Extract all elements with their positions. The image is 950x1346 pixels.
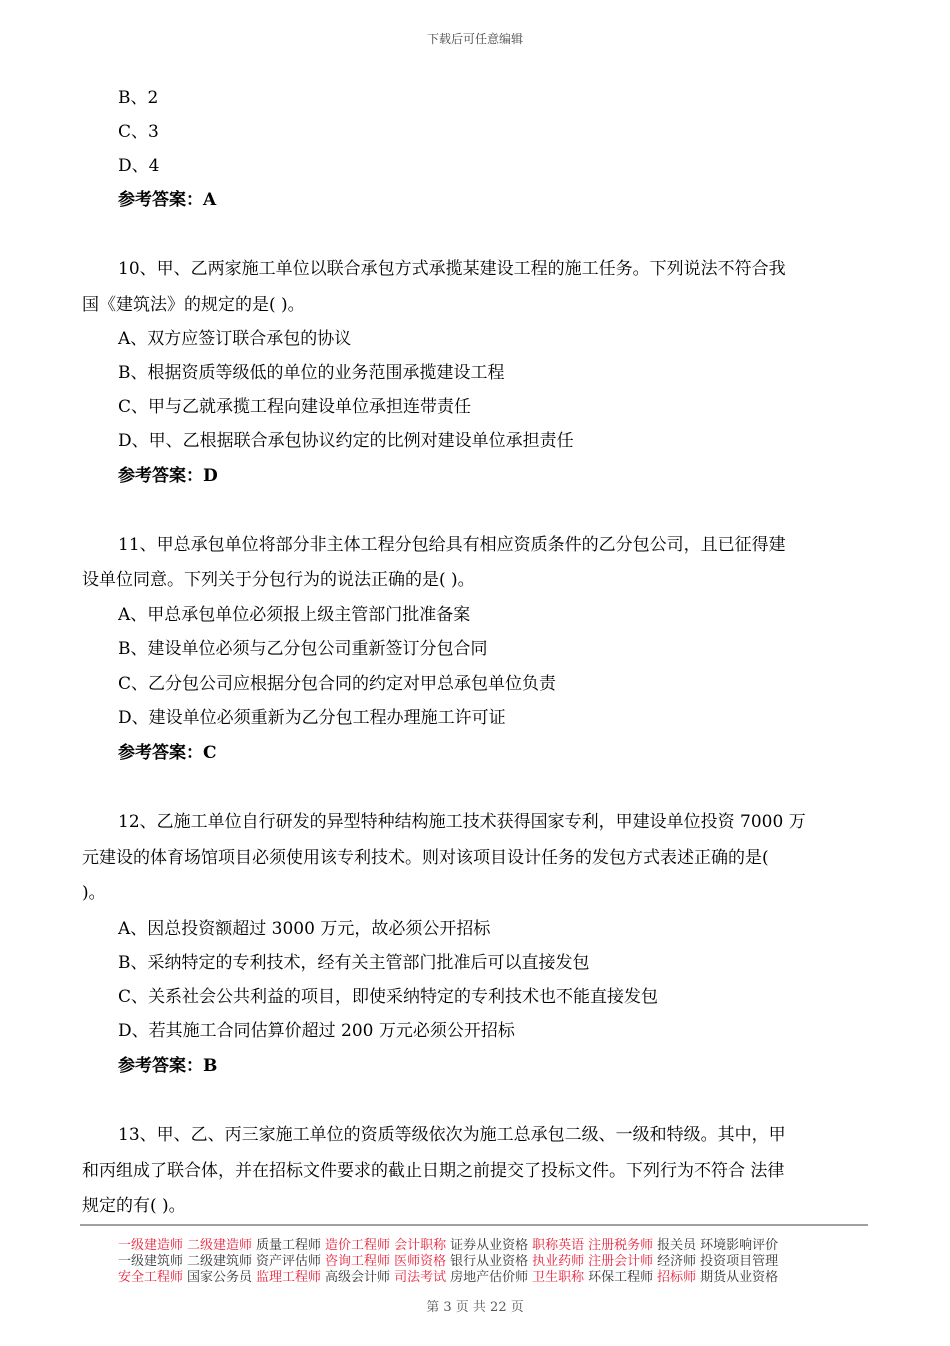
footer-link[interactable]: 质量工程师 bbox=[256, 1238, 322, 1253]
footer-link[interactable]: 环境影响评价 bbox=[700, 1238, 779, 1253]
footer-link[interactable]: 招标师 bbox=[657, 1270, 697, 1285]
footer-link[interactable]: 房地产估价师 bbox=[450, 1270, 529, 1285]
footer-link[interactable]: 注册税务师 bbox=[588, 1238, 654, 1253]
q12-option-d: D、若其施工合同估算价超过 200 万元必须公开招标 bbox=[118, 1021, 515, 1041]
footer-link[interactable]: 职称英语 bbox=[532, 1238, 585, 1253]
footer-link[interactable]: 资产评估师 bbox=[256, 1254, 322, 1269]
q11-stem-line2: 设单位同意。下列关于分包行为的说法正确的是( )。 bbox=[82, 570, 475, 590]
footer-link[interactable]: 注册会计师 bbox=[588, 1254, 654, 1269]
footer-row-2 bbox=[118, 1254, 858, 1270]
q11-stem-line1: 11、甲总承包单位将部分非主体工程分包给具有相应资质条件的乙分包公司，且已征得建 bbox=[118, 535, 786, 555]
q9-option-b: B、2 bbox=[118, 88, 159, 108]
q12-answer: 参考答案：B bbox=[118, 1056, 218, 1076]
footer-link[interactable]: 一级建造师 bbox=[118, 1238, 184, 1253]
page-number: 第 3 页 共 22 页 bbox=[426, 1300, 524, 1315]
q13-stem-line1: 13、甲、乙、丙三家施工单位的资质等级依次为施工总承包二级、一级和特级。其中，甲 bbox=[118, 1125, 786, 1145]
footer-row-3 bbox=[118, 1270, 858, 1286]
footer-link[interactable]: 造价工程师 bbox=[325, 1238, 391, 1253]
q12-option-b: B、采纳特定的专利技术，经有关主管部门批准后可以直接发包 bbox=[118, 953, 590, 973]
q10-answer: 参考答案：D bbox=[118, 466, 218, 486]
footer-link[interactable]: 投资项目管理 bbox=[700, 1254, 779, 1269]
q12-stem-line3: )。 bbox=[82, 883, 106, 903]
footer-link[interactable]: 证券从业资格 bbox=[450, 1238, 529, 1253]
footer-link[interactable]: 监理工程师 bbox=[256, 1270, 322, 1285]
footer-link[interactable]: 安全工程师 bbox=[118, 1270, 184, 1285]
footer-link[interactable]: 二级建造师 bbox=[187, 1238, 253, 1253]
footer-link[interactable]: 二级建筑师 bbox=[187, 1254, 253, 1269]
footer-link[interactable]: 银行从业资格 bbox=[450, 1254, 529, 1269]
footer-link[interactable]: 执业药师 bbox=[532, 1254, 585, 1269]
q10-stem-line1: 10、甲、乙两家施工单位以联合承包方式承揽某建设工程的施工任务。下列说法不符合我 bbox=[118, 259, 786, 279]
q11-option-d: D、建设单位必须重新为乙分包工程办理施工许可证 bbox=[118, 708, 506, 728]
footer-link[interactable]: 医师资格 bbox=[394, 1254, 447, 1269]
footer-link[interactable]: 会计职称 bbox=[394, 1238, 447, 1253]
q10-option-d: D、甲、乙根据联合承包协议约定的比例对建设单位承担责任 bbox=[118, 431, 574, 451]
footer-link[interactable]: 国家公务员 bbox=[187, 1270, 253, 1285]
footer-link[interactable]: 咨询工程师 bbox=[325, 1254, 391, 1269]
q11-option-a: A、甲总承包单位必须报上级主管部门批准备案 bbox=[118, 605, 471, 625]
q12-option-a: A、因总投资额超过 3000 万元，故必须公开招标 bbox=[118, 919, 491, 939]
page-header: 下载后可任意编辑 bbox=[426, 32, 523, 46]
q12-stem-line1: 12、乙施工单位自行研发的异型特种结构施工技术获得国家专利，甲建设单位投资 7000 万 bbox=[118, 812, 806, 832]
q10-option-b: B、根据资质等级低的单位的业务范围承揽建设工程 bbox=[118, 363, 505, 383]
footer-link[interactable]: 环保工程师 bbox=[588, 1270, 654, 1285]
footer-divider bbox=[80, 1224, 868, 1226]
footer-link[interactable]: 一级建筑师 bbox=[118, 1254, 184, 1269]
q10-option-c: C、甲与乙就承揽工程向建设单位承担连带责任 bbox=[118, 397, 472, 417]
q13-stem-line2: 和丙组成了联合体，并在招标文件要求的截止日期之前提交了投标文件。下列行为不符合 法律 bbox=[82, 1161, 785, 1181]
footer-links bbox=[118, 1238, 858, 1286]
q12-option-c: C、关系社会公共利益的项目，即使采纳特定的专利技术也不能直接发包 bbox=[118, 987, 659, 1007]
footer-row-1 bbox=[118, 1238, 858, 1254]
footer-link[interactable]: 经济师 bbox=[657, 1254, 697, 1269]
q9-answer: 参考答案：A bbox=[118, 190, 217, 210]
footer-link[interactable]: 报关员 bbox=[657, 1238, 697, 1253]
footer-link[interactable]: 卫生职称 bbox=[532, 1270, 585, 1285]
q11-option-b: B、建设单位必须与乙分包公司重新签订分包合同 bbox=[118, 639, 488, 659]
footer-link[interactable]: 期货从业资格 bbox=[700, 1270, 779, 1285]
footer-link[interactable]: 高级会计师 bbox=[325, 1270, 391, 1285]
q13-stem-line3: 规定的有( )。 bbox=[82, 1196, 186, 1216]
q11-option-c: C、乙分包公司应根据分包合同的约定对甲总承包单位负责 bbox=[118, 674, 557, 694]
q9-option-d: D、4 bbox=[118, 156, 160, 176]
q10-option-a: A、双方应签订联合承包的协议 bbox=[118, 329, 352, 349]
q12-stem-line2: 元建设的体育场馆项目必须使用该专利技术。则对该项目设计任务的发包方式表述正确的是( bbox=[82, 848, 769, 868]
q10-stem-line2: 国《建筑法》的规定的是( )。 bbox=[82, 295, 305, 315]
footer-link[interactable]: 司法考试 bbox=[394, 1270, 447, 1285]
q11-answer: 参考答案：C bbox=[118, 743, 217, 763]
q9-option-c: C、3 bbox=[118, 122, 159, 142]
